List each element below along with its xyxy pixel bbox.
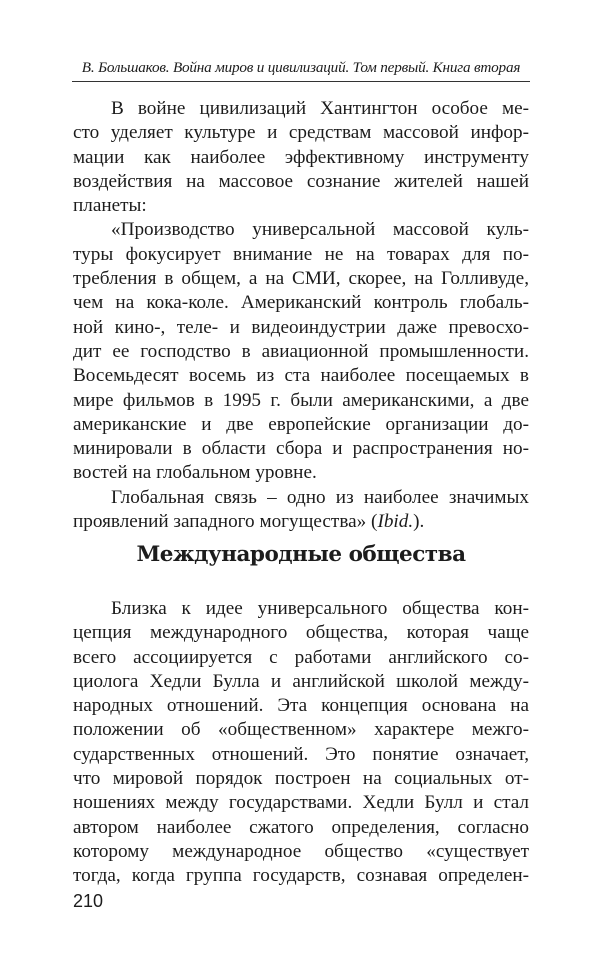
citation-tail: ). bbox=[413, 511, 425, 533]
running-head: В. Большаков. Война миров и цивилизаций. Том первый. Книга вторая bbox=[72, 58, 530, 82]
text-line: дит ее господство в авиационной промышленности. bbox=[73, 340, 529, 362]
body-text-block-1 bbox=[73, 97, 529, 534]
text-line: минировали в области сбора и распространения но- bbox=[73, 438, 529, 460]
page-number: 210 bbox=[73, 891, 104, 911]
text-line: мире фильмов в 1995 г. были американскими, а две bbox=[73, 389, 529, 411]
section-heading: Международные общества bbox=[136, 542, 466, 567]
text-line: автором наиболее сжатого определения, согласно bbox=[73, 816, 529, 838]
text-line: сударственных отношений. Это понятие означает, bbox=[73, 743, 529, 765]
text-line: цепция международного общества, которая чаще bbox=[73, 622, 529, 644]
text-line: положении об «общественном» характере межго- bbox=[73, 719, 529, 741]
text-line: требления в общем, а на СМИ, скорее, на Голливуде, bbox=[73, 268, 529, 290]
text-line: планеты: bbox=[73, 195, 147, 217]
text-line: востей на глобальном уровне. bbox=[73, 462, 317, 484]
citation-ibid: Ibid. bbox=[377, 511, 414, 533]
body-text-block-2 bbox=[73, 597, 529, 889]
text-line: циолога Хедли Булла и английской школой между- bbox=[73, 670, 529, 692]
text-line: чем на кока-коле. Американский контроль глобаль- bbox=[73, 292, 529, 314]
text-line: Близка к идее универсального общества кон- bbox=[111, 598, 529, 619]
text-line: которому международное общество «существует bbox=[73, 840, 529, 862]
text-line: туры фокусирует внимание не на товарах для по- bbox=[73, 243, 529, 265]
text-line: тогда, когда группа государств, сознавая определен- bbox=[73, 865, 529, 887]
text-line: Глобальная связь – одно из наиболее значимых bbox=[111, 486, 529, 508]
text-line: мации как наиболее эффективному инструменту bbox=[73, 146, 529, 168]
text-line-lead: проявлений западного могущества» ( bbox=[73, 511, 378, 533]
text-line: Восемьдесят восемь из ста наиболее посещаемых в bbox=[73, 365, 529, 387]
text-line-with-citation bbox=[73, 510, 529, 534]
text-line: «Производство универсальной массовой куль- bbox=[111, 219, 529, 241]
text-line: американские и две европейские организации до- bbox=[73, 413, 529, 435]
text-line: сто уделяет культуре и средствам массовой инфор- bbox=[73, 122, 529, 144]
text-line: воздействия на массовое сознание жителей нашей bbox=[73, 170, 529, 192]
text-line: ной кино-, теле- и видеоиндустрии даже превосхо- bbox=[73, 316, 529, 338]
text-line: В войне цивилизаций Хантингтон особое ме- bbox=[111, 98, 529, 119]
text-line: всего ассоциируется с работами английского со- bbox=[73, 646, 529, 668]
text-line: что мировой порядок построен на социальных от- bbox=[73, 768, 529, 790]
text-line: народных отношений. Эта концепция основана на bbox=[73, 695, 529, 717]
text-line: ношениях между государствами. Хедли Булл и стал bbox=[73, 792, 529, 814]
